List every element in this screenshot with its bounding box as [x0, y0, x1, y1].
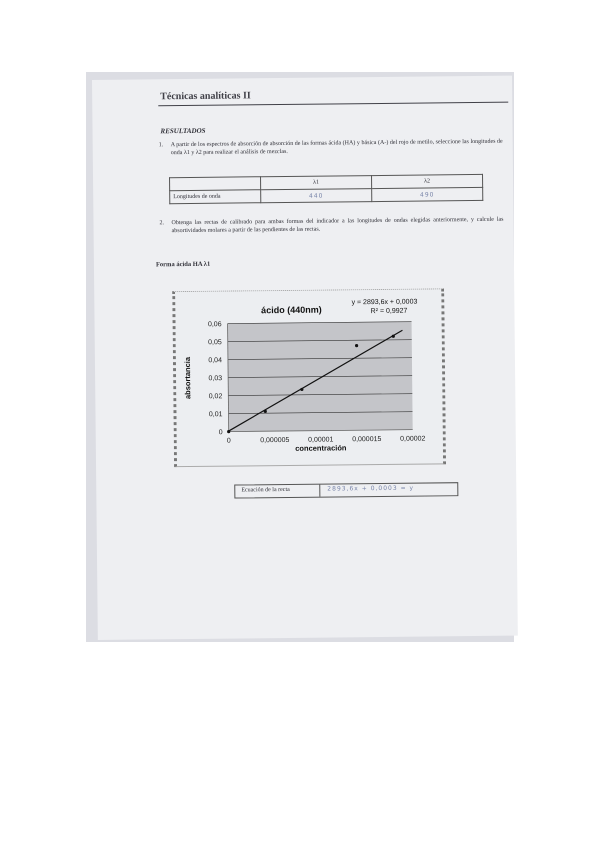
acid-form-label: Forma ácida HA λ1: [155, 260, 211, 269]
x-tick-label: 0,000005: [260, 436, 290, 445]
question-1-text: A partir de los espectros de absorción de absorción de las formas ácida (HA) y básica (A-) del rojo de metilo, seleccione las longitudes de onda λ1 y λ2 para realizar el análisis de mezclas.: [170, 138, 503, 157]
document-page: [92, 76, 518, 640]
x-tick-label: 0,000015: [352, 435, 382, 444]
chart-frame: [172, 288, 446, 467]
lambda2-value: 490: [372, 187, 483, 201]
question-1-number: 1.: [158, 142, 164, 149]
equation-box: [234, 482, 458, 498]
wavelength-table: [169, 174, 483, 204]
y-tick-label: 0,04: [208, 357, 222, 365]
table-header-lambda2: λ2: [372, 174, 483, 188]
question-2-number: 2.: [159, 220, 165, 227]
question-2: [159, 216, 504, 235]
table-corner-cell: [170, 177, 261, 191]
x-axis-label: concentración: [295, 443, 347, 453]
section-title: RESULTADOS: [160, 126, 206, 136]
equation-value: 2893,6x + 0,0003 = y: [327, 484, 415, 493]
calibration-chart: [175, 289, 443, 466]
table-row-label: Longitudes de onda: [170, 190, 261, 204]
page-header: Técnicas analíticas II: [160, 90, 251, 103]
table-header-lambda1: λ1: [261, 176, 372, 190]
x-tick-label: 0,00001: [308, 436, 334, 444]
lambda1-value: 440: [261, 189, 372, 203]
trendline-equation: y = 2893,6x + 0,0003: [351, 298, 418, 307]
r-squared: R² = 0,9927: [370, 307, 408, 316]
question-2-text: Obtenga las rectas de calibrado para ambas formas del indicador a las longitudes de ondas elegidas anteriormente, y calcule las absortividades molares a partir de las pendientes de las rectas.: [171, 216, 504, 235]
equation-divider: [319, 485, 320, 497]
table-row: [170, 187, 483, 203]
chart-title: ácido (440nm): [261, 304, 322, 316]
y-tick-label: 0,03: [208, 375, 223, 383]
y-tick-label: 0,06: [207, 321, 222, 329]
question-1: [158, 138, 503, 157]
y-tick-label: 0,05: [208, 339, 222, 347]
y-axis-label: absortancia: [182, 356, 193, 400]
y-tick-label: 0: [218, 429, 223, 437]
y-tick-label: 0,02: [208, 393, 223, 401]
x-tick-label: 0,00002: [400, 435, 426, 443]
equation-label: Ecuación de la recta: [241, 486, 290, 494]
x-tick-label: 0: [226, 437, 231, 445]
header-rule: [158, 102, 508, 107]
y-tick-label: 0,01: [208, 411, 223, 419]
